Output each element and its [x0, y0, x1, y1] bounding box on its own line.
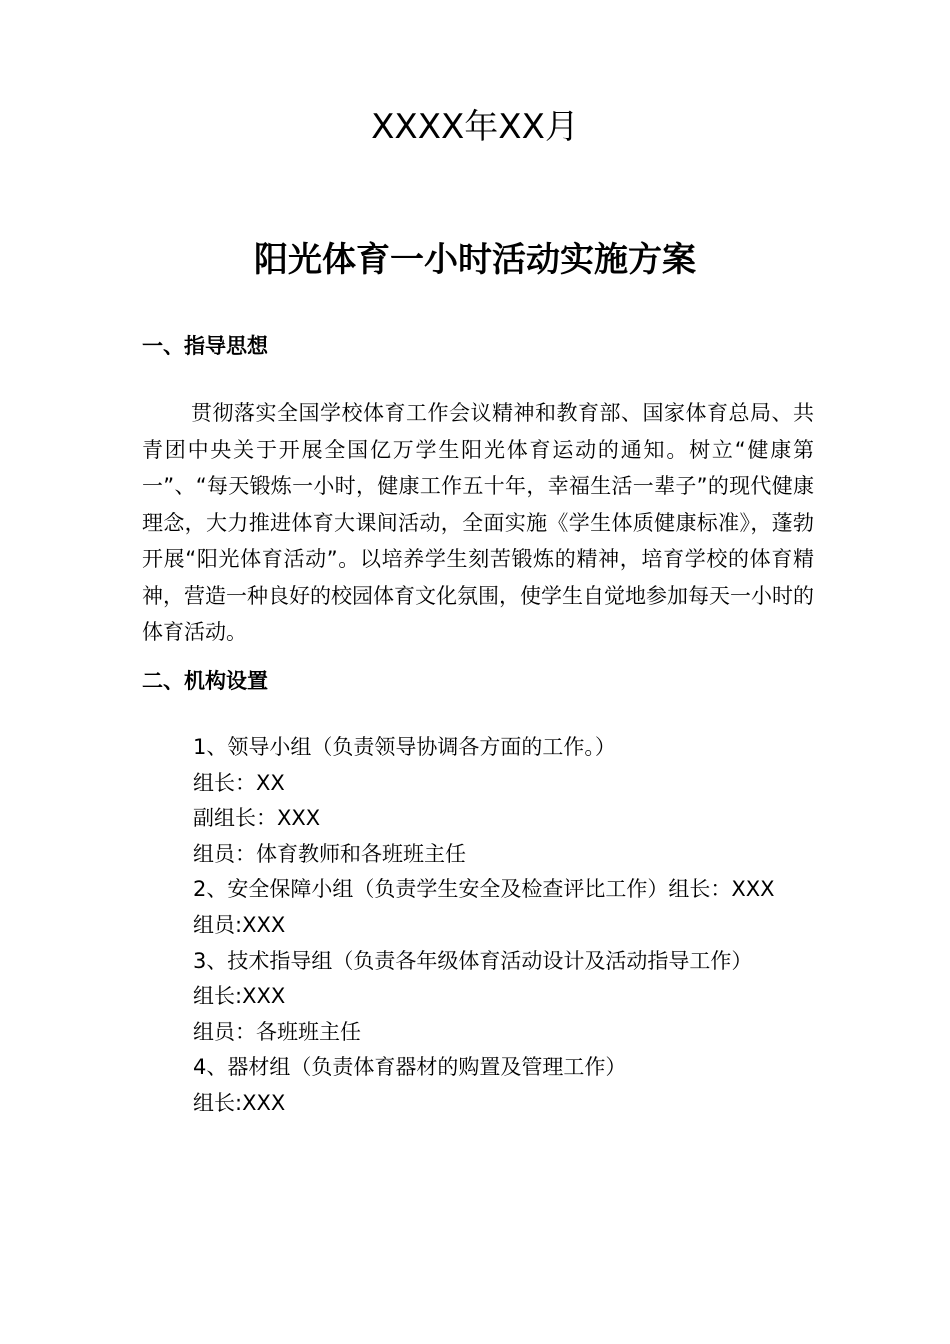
- organization-list: [193, 730, 833, 1122]
- org-line-technical-members: 组员：各班班主任: [193, 1019, 361, 1044]
- guiding-ideology-paragraph: 贯彻落实全国学校体育工作会议精神和教育部、国家体育总局、共青团中央关于开展全国亿万学生阳光体育运动的通知。树立“健康第一”、“每天锻炼一小时，健康工作五十年，幸福生活一辈子”的现代健康理念，大力推进体育大课间活动，全面实施《学生体质健康标准》，蓬勃开展“阳光体育活动”。以培养学生刻苦锻炼的精神，培育学校的体育精神，营造一种良好的校园体育文化氛围，使学生自觉地参加每天一小时的体育活动。: [142, 401, 814, 644]
- org-line-leadership-group: 1、领导小组（负责领导协调各方面的工作。）: [193, 735, 616, 759]
- org-line-technical-group: 3、技术指导组（负责各年级体育活动设计及活动指导工作）: [193, 948, 753, 973]
- org-line-leadership-deputy: 副组长：XXX: [193, 806, 321, 831]
- section-heading-organization: 二、机构设置: [142, 669, 268, 693]
- org-line-leadership-leader: 组长：XX: [193, 770, 285, 795]
- section-heading-guiding-ideology: 一、指导思想: [142, 334, 268, 358]
- org-line-leadership-members: 组员：体育教师和各班班主任: [193, 841, 466, 866]
- org-line-safety-members: 组员:XXX: [193, 912, 286, 937]
- org-line-equipment-group: 4、器材组（负责体育器材的购置及管理工作）: [193, 1055, 627, 1080]
- document-title: 阳光体育一小时活动实施方案: [254, 240, 696, 280]
- org-line-equipment-leader: 组长:XXX: [193, 1090, 286, 1115]
- org-line-technical-leader: 组长:XXX: [193, 984, 286, 1009]
- document-date: XXXX年XX月: [371, 107, 579, 147]
- org-line-safety-group: 2、安全保障小组（负责学生安全及检查评比工作）组长：XXX: [193, 877, 775, 902]
